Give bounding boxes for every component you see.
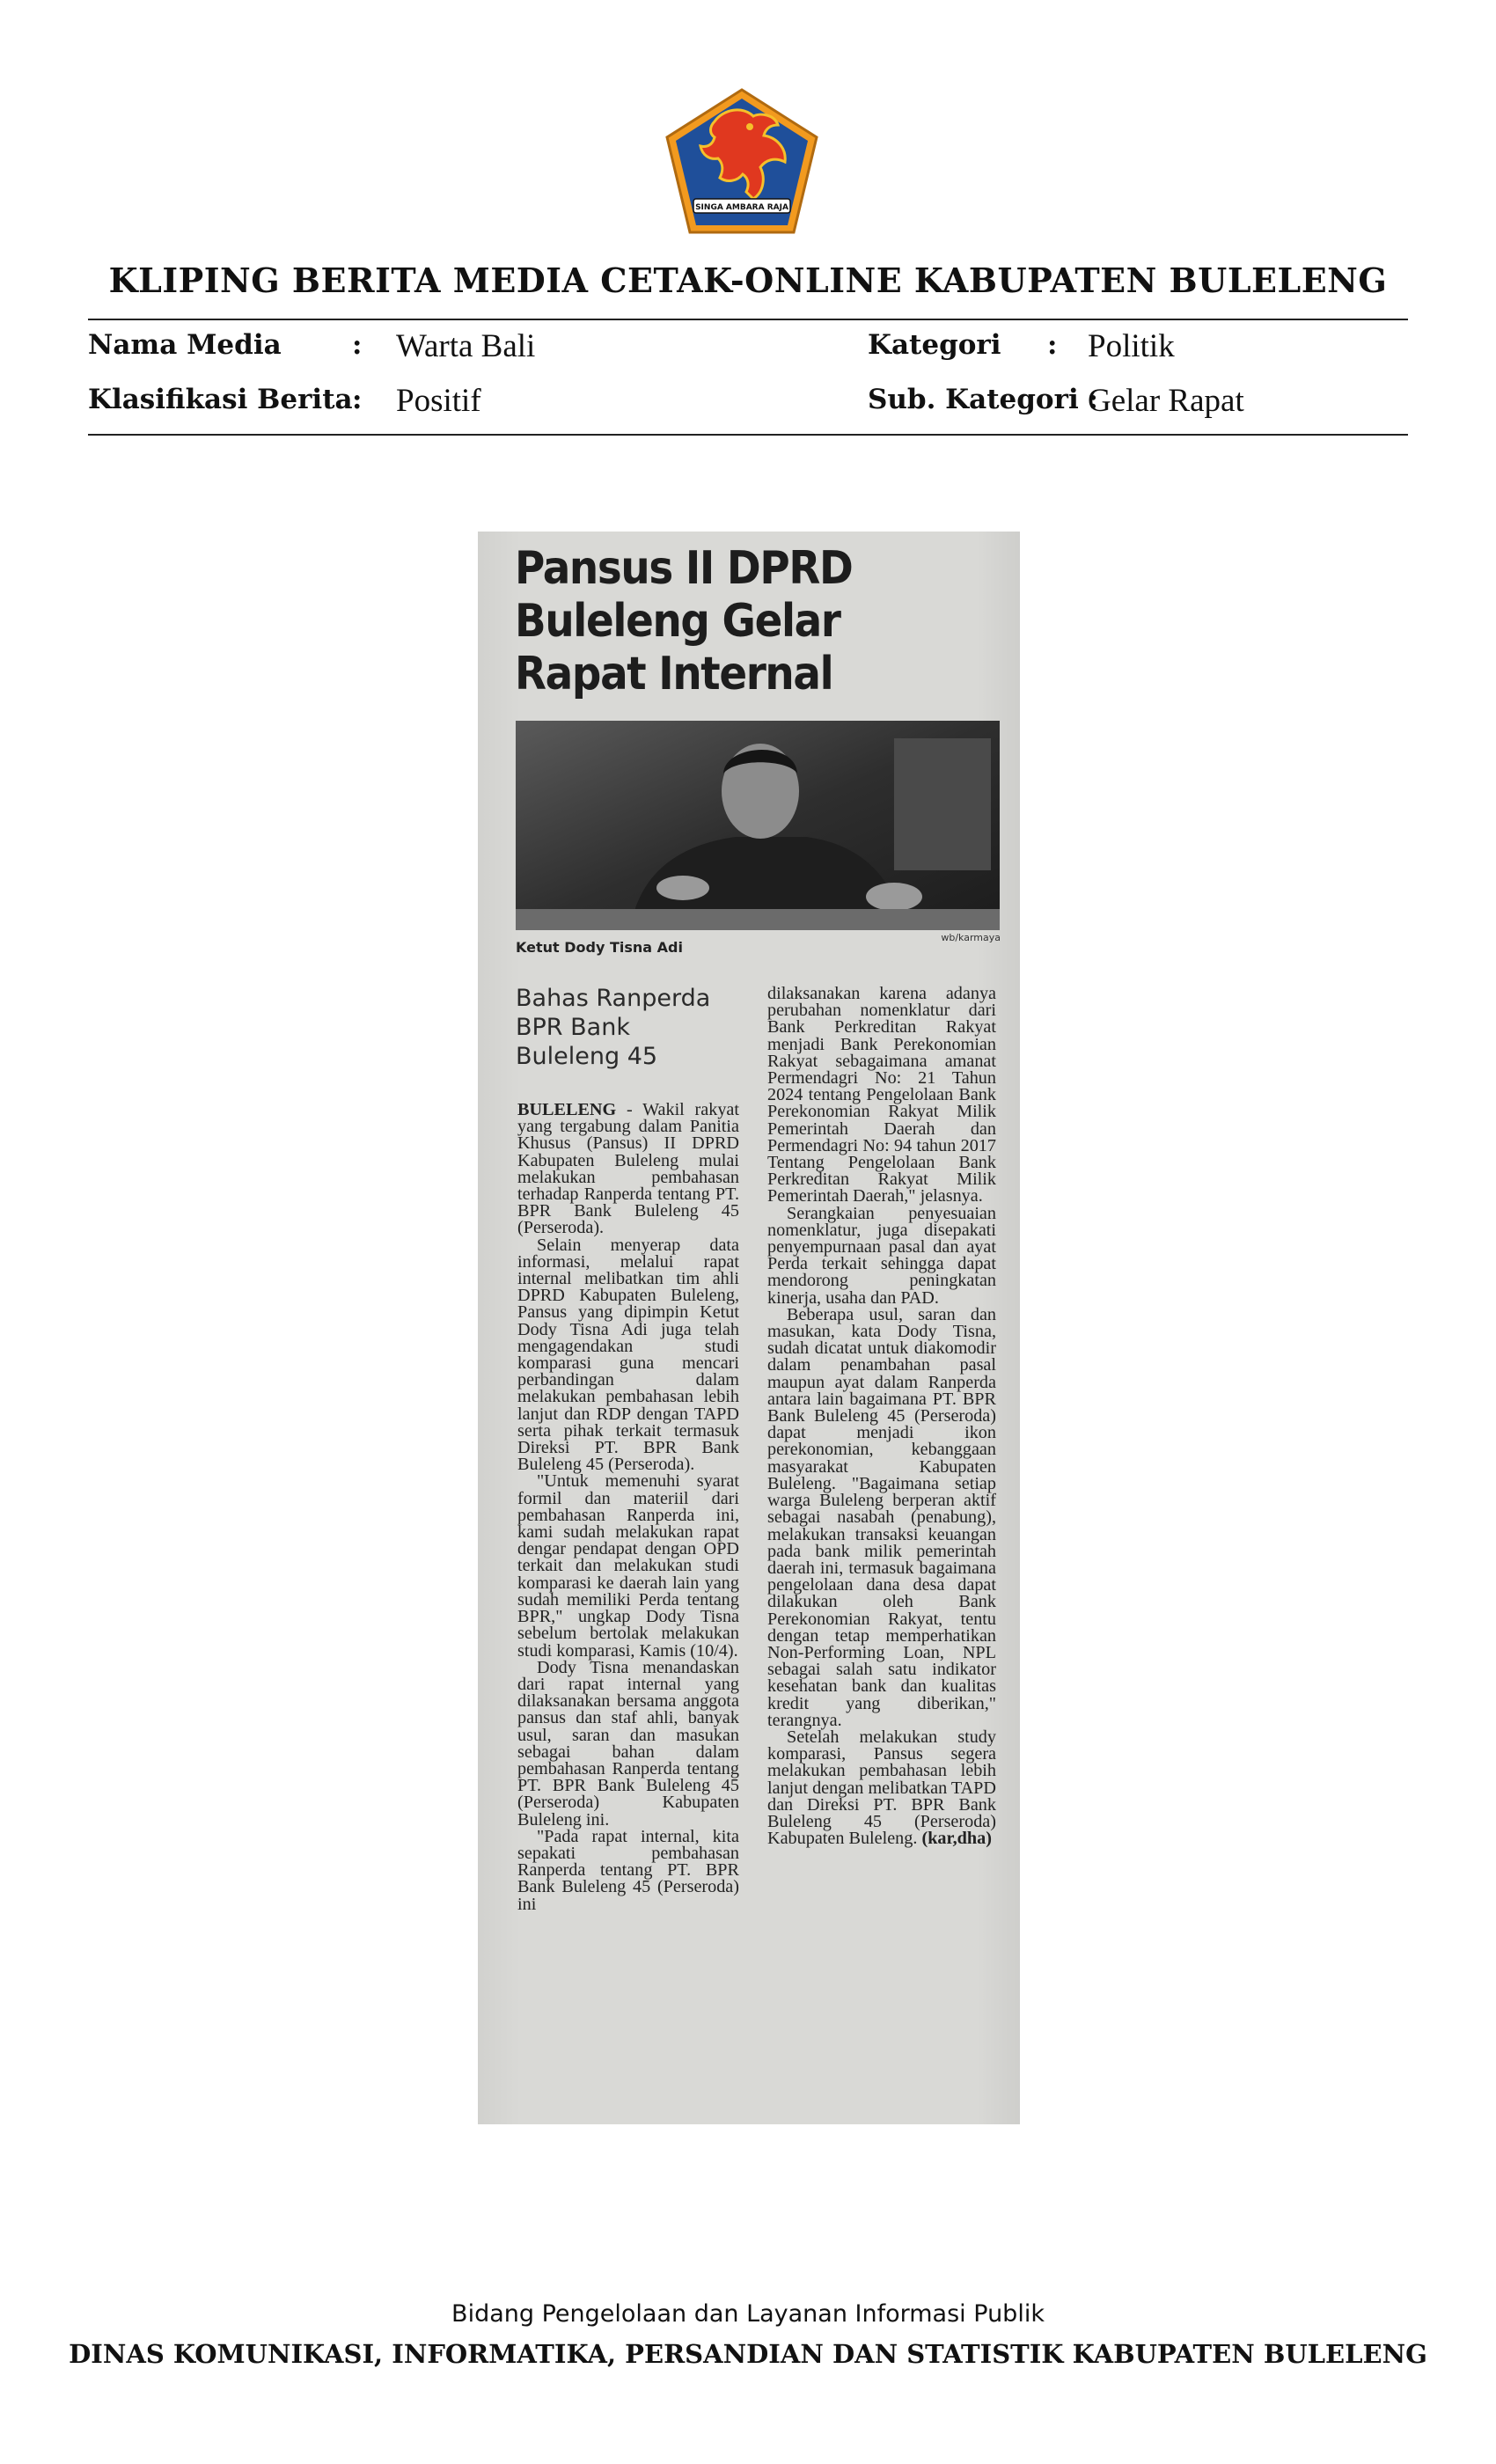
buleleng-emblem-logo [662,86,822,236]
article-subhead: Bahas Ranperda BPR Bank Buleleng 45 [516,985,711,1070]
media-label: Nama Media [88,329,282,361]
article-headline: Pansus II DPRD Buleleng Gelar Rapat Internal [515,542,853,700]
paragraph [767,1729,996,1847]
paragraph: "Untuk memenuhi syarat formil dan materiil dari pembahasan Ranperda ini, kami sudah melakukan rapat dengar pendapat dengan OPD terkait dan melakukan studi komparasi ke daerah lain yang sudah memiliki Perda tentang BPR," ungkap Dody Tisna sebelum bertolak melakukan studi komparasi, Kamis (10/4). [517,1471,739,1661]
article-photo [516,721,1000,930]
klasifikasi-colon: : [352,384,363,415]
paragraph: "Pada rapat internal, kita sepakati pembahasan Ranperda tentang PT. BPR Bank Buleleng 45 (Perseroda) ini [517,1826,739,1914]
paragraph: dilaksanakan karena adanya perubahan nomenklatur dari Bank Perkreditan Rakyat menjadi Bank Perekonomian Rakyat sebagaimana amanat Permendagri No: 21 Tahun 2024 tentang Pengelolaan Bank Perekonomian Rakyat Milik Pemerintah Daerah dan Permendagri No: 94 tahun 2017 Tentang Pengelolaan Bank Perkreditan Rakyat Milik Pemerintah Daerah," jelasnya. [767,984,996,1206]
photo-credit: wb/karmaya [941,932,1001,943]
author-signature: (kar,dha) [921,1829,992,1849]
subkategori-value: Gelar Rapat [1088,383,1244,419]
article-column-left [517,1102,739,1913]
footer-agency: DINAS KOMUNIKASI, INFORMATIKA, PERSANDIAN DAN STATISTIK KABUPATEN BULELENG [69,2339,1427,2369]
klasifikasi-label: Klasifikasi Berita [88,384,353,415]
paragraph: Serangkaian penyesuaian nomenklatur, juga disepakati penyempurnaan pasal dan ayat Perda terkait sehingga dapat mendorong peningkatan kinerja, usaha dan PAD. [767,1203,996,1308]
page-title: KLIPING BERITA MEDIA CETAK-ONLINE KABUPATEN BULELENG [108,260,1388,300]
dateline: BULELENG [517,1100,617,1119]
emblem-motto: SINGA AMBARA RAJA [695,203,788,212]
paragraph: Dody Tisna menandaskan dari rapat internal yang dilaksanakan bersama anggota pansus dan staf ahli, banyak usul, saran dan masukan sebagai bahan dalam pembahasan Ranperda tentang PT. BPR Bank Buleleng 45 (Perseroda) Kabupaten Buleleng ini. [517,1657,739,1830]
header-rule-top [88,319,1408,320]
subkategori-label: Sub. Kategori : [868,384,1098,415]
newspaper-clipping [478,532,1020,2124]
footer-division: Bidang Pengelolaan dan Layanan Informasi Publik [451,2300,1045,2328]
media-value: Warta Bali [396,328,536,364]
paragraph-text: - Wakil rakyat yang tergabung dalam Panitia Khusus (Pansus) II DPRD Kabupaten Buleleng mulai melakukan pembahasan terhadap Ranperda tentang PT. BPR Bank Buleleng 45 (Perseroda). [517,1100,739,1238]
media-colon: : [352,329,363,361]
kategori-label: Kategori [868,329,1001,361]
header-rule-bottom [88,434,1408,436]
paragraph [517,1102,739,1237]
article-column-right [767,986,996,1847]
klasifikasi-value: Positif [396,383,481,419]
photo-caption: Ketut Dody Tisna Adi [516,939,683,956]
kategori-colon: : [1047,329,1058,361]
paragraph: Beberapa usul, saran dan masukan, kata Dody Tisna, sudah dicatat untuk diakomodir dalam penambahan pasal maupun ayat dalam Ranperda antara lain bagaimana PT. BPR Bank Buleleng 45 (Perseroda) dapat menjadi ikon perekonomian, kebanggaan masyarakat Kabupaten Buleleng. "Bagaimana setiap warga Buleleng berperan aktif sebagai nasabah (penabung), melakukan transaksi keuangan pada bank milik pemerintah daerah ini, termasuk bagaimana pengelolaan dana desa dapat dilakukan oleh Bank Perekonomian Rakyat, tentu dengan tetap memperhatikan Non-Performing Loan, NPL sebagai salah satu indikator kesehatan bank dan kualitas kredit yang diberikan," terangnya. [767,1304,996,1730]
paragraph-text: Setelah melakukan study komparasi, Pansus segera melakukan pembahasan lebih lanjut dengan melibatkan TAPD dan Direksi PT. BPR Bank Buleleng 45 (Perseroda) Kabupaten Buleleng. [767,1727,996,1849]
paragraph: Selain menyerap data informasi, melalui rapat internal melibatkan tim ahli DPRD Kabupaten Buleleng, Pansus yang dipimpin Ketut Dody Tisna Adi juga telah mengagendakan studi komparasi guna mencari perbandingan dalam melakukan pembahasan lebih lanjut dan RDP dengan TAPD serta pihak terkait termasuk Direksi PT. BPR Bank Buleleng 45 (Perseroda). [517,1235,739,1475]
kategori-value: Politik [1088,328,1175,364]
